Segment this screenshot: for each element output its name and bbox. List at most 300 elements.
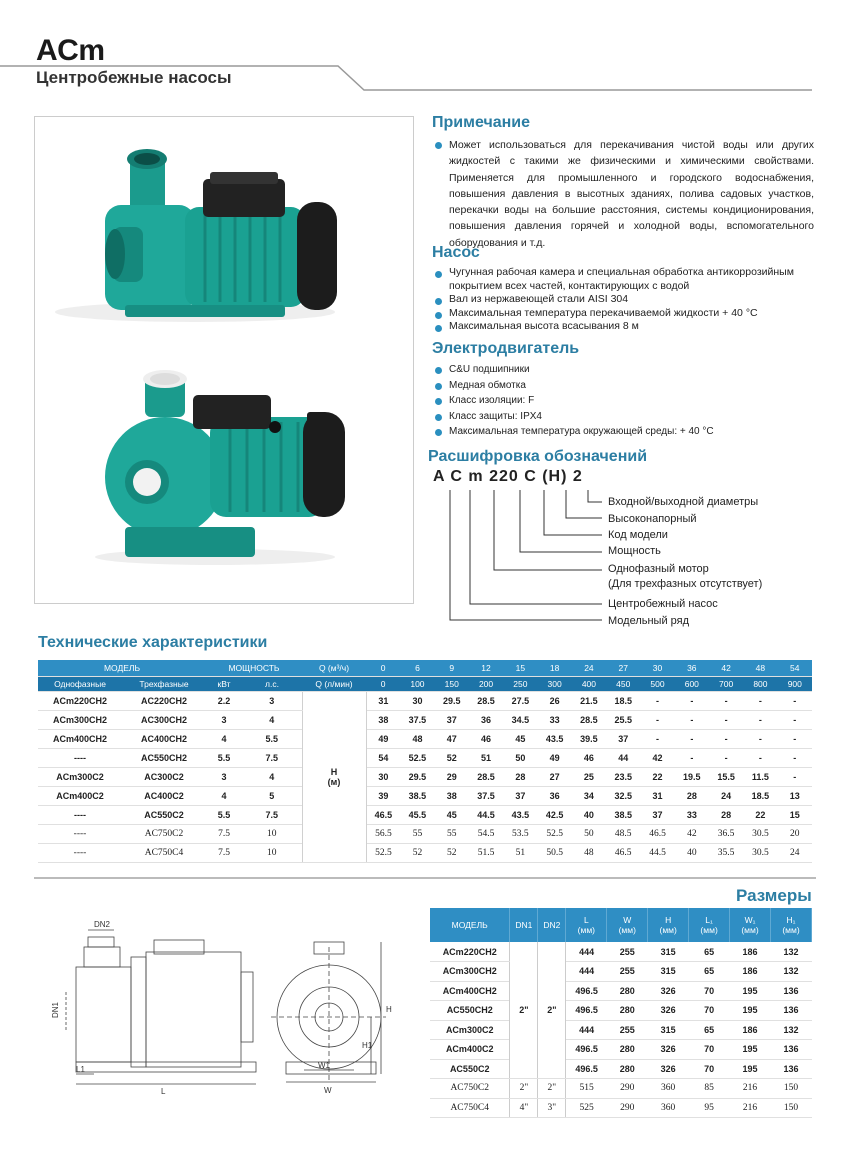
dim-value: 195 — [730, 1001, 771, 1021]
decode-label: Однофазный мотор — [608, 563, 709, 575]
head-value: 45.5 — [400, 805, 434, 824]
head-value: 37 — [640, 805, 674, 824]
dim-value: 326 — [648, 1001, 689, 1021]
head-value: 25 — [572, 767, 606, 786]
power-kw: 7.5 — [206, 843, 242, 862]
table-row — [430, 1098, 812, 1118]
dim-col-header — [566, 908, 607, 942]
head-value: 49 — [537, 748, 571, 767]
table-row — [38, 824, 812, 843]
q-m3-value: 27 — [606, 660, 640, 676]
note-title: Примечание — [432, 114, 531, 131]
dim-value: 195 — [730, 1040, 771, 1060]
note-line: перекачки воды на большие расстояния, системы кондиционирования, — [449, 204, 814, 217]
dim-value: 186 — [730, 962, 771, 982]
dim-value: 150 — [770, 1098, 811, 1118]
dim-col-header-part: L₁ — [705, 915, 713, 925]
q-m3-value: 24 — [572, 660, 606, 676]
dim-label-l1: L1 — [76, 1065, 85, 1074]
dimensions-table — [430, 908, 812, 1118]
motor-feature-item: Медная обмотка — [434, 378, 814, 394]
table-row — [430, 962, 812, 982]
decode-label: Код модели — [608, 529, 668, 541]
note-line: Применяется для промышленного и городского водоснабжения, — [449, 171, 814, 184]
model-three: AC400C2 — [122, 786, 206, 805]
dim-col-header — [648, 908, 689, 942]
head-value: 46.5 — [640, 824, 674, 843]
head-value: 45 — [503, 729, 537, 748]
head-value: - — [675, 710, 709, 729]
decode-label: Входной/выходной диаметры — [608, 496, 759, 508]
dimension-drawing — [36, 912, 416, 1102]
tech-specs-table — [38, 660, 812, 863]
table-row — [430, 1001, 812, 1021]
q-m3-value: 36 — [675, 660, 709, 676]
dim-label-dn1: DN1 — [51, 1001, 60, 1018]
head-value: - — [640, 710, 674, 729]
dim-dn2: 2" — [538, 942, 566, 1079]
section-divider — [34, 877, 816, 879]
motor-feature-item: C&U подшипники — [434, 362, 814, 378]
note-line: повышения давления в высотных зданиях, полива садовых участков, — [449, 187, 814, 200]
dim-value: 3" — [538, 1098, 566, 1118]
q-l-value: 700 — [709, 676, 743, 691]
head-value: 38 — [366, 710, 400, 729]
head-value: 48.5 — [606, 824, 640, 843]
head-value: 30.5 — [743, 843, 777, 862]
table-row — [38, 767, 812, 786]
dim-value: 95 — [689, 1098, 730, 1118]
head-value: 15.5 — [709, 767, 743, 786]
dim-value: 444 — [566, 1020, 607, 1040]
head-value: 21.5 — [572, 691, 606, 710]
dim-value: 132 — [770, 942, 811, 962]
head-value: - — [778, 729, 812, 748]
model-single: ACm220CH2 — [38, 691, 122, 710]
dim-value: 444 — [566, 962, 607, 982]
head-value: 18.5 — [743, 786, 777, 805]
dim-value: 136 — [770, 1059, 811, 1079]
dim-col-header-part: (мм) — [741, 925, 759, 935]
decode-label: Модельный ряд — [608, 615, 690, 627]
head-value: 20 — [778, 824, 812, 843]
head-value: 29.5 — [435, 691, 469, 710]
head-value: 44 — [606, 748, 640, 767]
dim-value: 150 — [770, 1079, 811, 1099]
note-line: жидкостей с такими же физическими и химическими свойствами. — [449, 155, 814, 168]
pump-title: Насос — [432, 244, 480, 261]
head-value: 19.5 — [675, 767, 709, 786]
head-value: 28.5 — [469, 691, 503, 710]
q-m3-value: 9 — [435, 660, 469, 676]
head-value: 52.5 — [537, 824, 571, 843]
head-value: - — [640, 691, 674, 710]
q-l-value: 200 — [469, 676, 503, 691]
dim-model: AC550C2 — [430, 1059, 510, 1079]
dim-value: 136 — [770, 981, 811, 1001]
dim-value: 70 — [689, 1059, 730, 1079]
model-three: AC550C2 — [122, 805, 206, 824]
head-value: 43.5 — [503, 805, 537, 824]
q-l-value: 450 — [606, 676, 640, 691]
decode-label: Высоконапорный — [608, 513, 697, 525]
head-value: 36.5 — [709, 824, 743, 843]
dim-model: AC750C4 — [430, 1098, 510, 1118]
head-value: - — [640, 729, 674, 748]
dim-value: 136 — [770, 1040, 811, 1060]
dim-dn1: 2" — [510, 1079, 538, 1099]
head-value: - — [675, 729, 709, 748]
head-value: 46 — [572, 748, 606, 767]
head-value: 52.5 — [400, 748, 434, 767]
head-value: 46.5 — [366, 805, 400, 824]
power-kw: 5.5 — [206, 805, 242, 824]
head-value: 28 — [503, 767, 537, 786]
model-three: AC220CH2 — [122, 691, 206, 710]
dim-col-header-part: МОДЕЛЬ — [451, 920, 488, 930]
dim-value: 4" — [510, 1098, 538, 1118]
dim-col-header-part: W₁ — [744, 915, 756, 925]
head-value: 40 — [675, 843, 709, 862]
table-row — [430, 1059, 812, 1079]
head-value: 24 — [778, 843, 812, 862]
dimensions-title: Размеры — [736, 886, 812, 905]
decode-label: Центробежный насос — [608, 598, 718, 610]
model-single: ACm400C2 — [38, 786, 122, 805]
head-value: 54 — [366, 748, 400, 767]
power-hp: 5.5 — [242, 729, 302, 748]
pump-feature-item: Вал из нержавеющей стали AISI 304 — [434, 293, 814, 307]
head-value: 50 — [572, 824, 606, 843]
dim-value: 326 — [648, 1040, 689, 1060]
dim-col-header-part: (мм) — [659, 925, 677, 935]
head-value: 50 — [503, 748, 537, 767]
head-value: 29 — [435, 767, 469, 786]
head-value: 33 — [675, 805, 709, 824]
dim-model: ACm400CH2 — [430, 981, 510, 1001]
decode-label: Мощность — [608, 545, 661, 557]
dim-col-header-part: L — [583, 915, 589, 925]
h-unit: (м) — [327, 776, 341, 787]
decode-label: (Для трехфазных отсутствует) — [608, 578, 763, 590]
head-value: 32.5 — [606, 786, 640, 805]
table-row — [38, 805, 812, 824]
pump-image-bottom — [95, 370, 345, 565]
table-row — [38, 710, 812, 729]
motor-feature-item: Класс защиты: IPX4 — [434, 409, 814, 425]
dim-label-h1: H1 — [362, 1041, 373, 1050]
head-value: 30.5 — [743, 824, 777, 843]
head-value: 42 — [675, 824, 709, 843]
head-value: 28.5 — [572, 710, 606, 729]
note-list — [434, 137, 814, 251]
head-value: 11.5 — [743, 767, 777, 786]
head-value: 30 — [400, 691, 434, 710]
head-value: 38 — [435, 786, 469, 805]
head-value: 51 — [503, 843, 537, 862]
q-m3-value: 12 — [469, 660, 503, 676]
model-single: ACm300CH2 — [38, 710, 122, 729]
head-value: 47 — [435, 729, 469, 748]
dim-model: AC550CH2 — [430, 1001, 510, 1021]
dim-col-header — [689, 908, 730, 942]
note-line: повышения давления горячей и холодной воды, вспомогательного — [449, 220, 814, 233]
table-row — [430, 942, 812, 962]
q-l-value: 900 — [778, 676, 812, 691]
head-value: - — [709, 710, 743, 729]
dim-model: ACm220CH2 — [430, 942, 510, 962]
power-kw: 3 — [206, 767, 242, 786]
head-value: 27 — [537, 767, 571, 786]
dim-value: 290 — [607, 1079, 648, 1099]
power-kw: 4 — [206, 729, 242, 748]
head-value: 13 — [778, 786, 812, 805]
h-label: H — [330, 766, 338, 777]
dim-value: 136 — [770, 1001, 811, 1021]
dim-value: 195 — [730, 1059, 771, 1079]
dim-value: 255 — [607, 942, 648, 962]
head-value: 39.5 — [572, 729, 606, 748]
model-three: AC400CH2 — [122, 729, 206, 748]
head-value: 46.5 — [606, 843, 640, 862]
motor-feature-list — [434, 362, 814, 440]
head-value: 31 — [366, 691, 400, 710]
head-value: 55 — [435, 824, 469, 843]
dim-col-header-part: (мм) — [618, 925, 636, 935]
head-value: 27.5 — [503, 691, 537, 710]
dim-model: ACm300C2 — [430, 1020, 510, 1040]
head-value: 34 — [572, 786, 606, 805]
dim-value: 255 — [607, 1020, 648, 1040]
dim-value: 132 — [770, 962, 811, 982]
head-value: 29.5 — [400, 767, 434, 786]
h-unit-cell — [302, 691, 366, 862]
head-value: 24 — [709, 786, 743, 805]
dim-col-header-part: H — [665, 915, 672, 925]
dim-dn2: 2" — [538, 1079, 566, 1099]
dim-col-header-part: (мм) — [577, 925, 595, 935]
note-item — [434, 137, 814, 251]
head-value: - — [709, 748, 743, 767]
head-value: 28 — [675, 786, 709, 805]
q-m3-value: 6 — [400, 660, 434, 676]
q-m3-value: 42 — [709, 660, 743, 676]
q-l-value: 0 — [366, 676, 400, 691]
dim-value: 515 — [566, 1079, 607, 1099]
table-row — [38, 691, 812, 710]
model-single: ACm300C2 — [38, 767, 122, 786]
dim-value: 315 — [648, 942, 689, 962]
head-value: 33 — [537, 710, 571, 729]
head-value: - — [709, 729, 743, 748]
head-value: - — [778, 691, 812, 710]
col-power: МОЩНОСТЬ — [206, 660, 302, 676]
head-value: 42 — [640, 748, 674, 767]
dim-model: ACm300CH2 — [430, 962, 510, 982]
dim-col-header-part: (мм) — [782, 925, 800, 935]
table-row — [430, 1079, 812, 1099]
head-value: - — [778, 767, 812, 786]
col-three: Трехфазные — [122, 676, 206, 691]
dim-value: 444 — [566, 942, 607, 962]
head-value: 37.5 — [469, 786, 503, 805]
head-value: - — [778, 748, 812, 767]
dim-col-header-part: W — [623, 915, 632, 925]
page-subtitle: Центробежные насосы — [36, 68, 232, 87]
dim-value: 360 — [648, 1079, 689, 1099]
q-l-value: 400 — [572, 676, 606, 691]
dim-model: ACm400C2 — [430, 1040, 510, 1060]
power-kw: 4 — [206, 786, 242, 805]
model-three: AC550CH2 — [122, 748, 206, 767]
head-value: 36 — [469, 710, 503, 729]
decode-code: A C m 220 C (H) 2 — [433, 468, 583, 485]
head-value: 54.5 — [469, 824, 503, 843]
head-value: 52 — [400, 843, 434, 862]
product-photo-panel — [34, 116, 414, 604]
note-line: оборудования и т.д. — [449, 236, 546, 249]
dim-value: 496.5 — [566, 1059, 607, 1079]
table-row — [430, 1020, 812, 1040]
col-model: МОДЕЛЬ — [38, 660, 206, 676]
q-l-value: 500 — [640, 676, 674, 691]
q-m3-value: 15 — [503, 660, 537, 676]
head-value: 40 — [572, 805, 606, 824]
model-three: AC300C2 — [122, 767, 206, 786]
dim-value: 195 — [730, 981, 771, 1001]
dim-col-header — [538, 908, 566, 942]
dim-label-l: L — [161, 1087, 166, 1096]
dim-value: 496.5 — [566, 981, 607, 1001]
q-l-value: 300 — [537, 676, 571, 691]
q-l-value: 100 — [400, 676, 434, 691]
head-value: - — [743, 729, 777, 748]
head-value: 42.5 — [537, 805, 571, 824]
dim-label-w1: W1 — [318, 1061, 330, 1070]
table-row — [38, 748, 812, 767]
model-three: AC750C2 — [122, 824, 206, 843]
dim-value: 315 — [648, 962, 689, 982]
dim-col-header-part: H₁ — [786, 915, 796, 925]
head-value: 49 — [366, 729, 400, 748]
col-q-l: Q (л/мин) — [302, 676, 366, 691]
dim-value: 280 — [607, 1001, 648, 1021]
head-value: 23.5 — [606, 767, 640, 786]
dim-value: 525 — [566, 1098, 607, 1118]
head-value: - — [675, 748, 709, 767]
dim-value: 186 — [730, 942, 771, 962]
head-value: 38.5 — [606, 805, 640, 824]
dim-value: 216 — [730, 1079, 771, 1099]
dim-value: 70 — [689, 1040, 730, 1060]
dim-value: 315 — [648, 1020, 689, 1040]
note-line: Может использоваться для перекачивания чистой воды или других — [449, 139, 814, 151]
power-hp: 10 — [242, 824, 302, 843]
dim-value: 360 — [648, 1098, 689, 1118]
head-value: 28 — [709, 805, 743, 824]
q-m3-value: 18 — [537, 660, 571, 676]
power-kw: 7.5 — [206, 824, 242, 843]
model-single: ---- — [38, 843, 122, 862]
dim-value: 70 — [689, 1001, 730, 1021]
model-three: AC300CH2 — [122, 710, 206, 729]
head-value: 22 — [743, 805, 777, 824]
dim-label-dn2: DN2 — [94, 920, 111, 929]
head-value: 35.5 — [709, 843, 743, 862]
pump-illustration — [35, 117, 413, 603]
power-hp: 7.5 — [242, 805, 302, 824]
col-hp: л.с. — [242, 676, 302, 691]
head-value: 37 — [435, 710, 469, 729]
model-single: ACm400CH2 — [38, 729, 122, 748]
head-value: 37 — [503, 786, 537, 805]
power-hp: 4 — [242, 710, 302, 729]
head-value: 51.5 — [469, 843, 503, 862]
power-kw: 3 — [206, 710, 242, 729]
dim-value: 280 — [607, 1040, 648, 1060]
col-kw: кВт — [206, 676, 242, 691]
head-value: 55 — [400, 824, 434, 843]
head-value: 45 — [435, 805, 469, 824]
head-value: 48 — [400, 729, 434, 748]
q-l-value: 150 — [435, 676, 469, 691]
dim-value: 216 — [730, 1098, 771, 1118]
head-value: 28.5 — [469, 767, 503, 786]
dim-value: 65 — [689, 1020, 730, 1040]
power-hp: 7.5 — [242, 748, 302, 767]
head-value: 22 — [640, 767, 674, 786]
head-value: 48 — [572, 843, 606, 862]
dim-label-w: W — [324, 1086, 332, 1095]
dim-value: 255 — [607, 962, 648, 982]
q-m3-value: 0 — [366, 660, 400, 676]
table-row — [38, 729, 812, 748]
model-single: ---- — [38, 748, 122, 767]
dim-col-header — [730, 908, 771, 942]
dim-value: 65 — [689, 962, 730, 982]
q-m3-value: 30 — [640, 660, 674, 676]
head-value: 51 — [469, 748, 503, 767]
head-value: 50.5 — [537, 843, 571, 862]
q-m3-value: 54 — [778, 660, 812, 676]
dim-col-header-part: DN1 — [515, 920, 533, 930]
dim-model: AC750C2 — [430, 1079, 510, 1099]
dim-col-header — [607, 908, 648, 942]
dim-value: 290 — [607, 1098, 648, 1118]
head-value: 52 — [435, 748, 469, 767]
q-l-value: 600 — [675, 676, 709, 691]
dim-col-header — [770, 908, 811, 942]
motor-feature-item: Максимальная температура окружающей среды: + 40 °C — [434, 424, 814, 440]
head-value: 38.5 — [400, 786, 434, 805]
dim-value: 132 — [770, 1020, 811, 1040]
pump-feature-list — [434, 266, 814, 334]
power-hp: 4 — [242, 767, 302, 786]
table-row — [430, 1040, 812, 1060]
head-value: 52.5 — [366, 843, 400, 862]
head-value: 39 — [366, 786, 400, 805]
head-value: 56.5 — [366, 824, 400, 843]
q-l-value: 800 — [743, 676, 777, 691]
head-value: 53.5 — [503, 824, 537, 843]
head-value: 30 — [366, 767, 400, 786]
head-value: - — [778, 710, 812, 729]
motor-title: Электродвигатель — [432, 340, 580, 357]
head-value: 37.5 — [400, 710, 434, 729]
head-value: 15 — [778, 805, 812, 824]
head-value: 44.5 — [640, 843, 674, 862]
dim-col-header-part: DN2 — [543, 920, 561, 930]
